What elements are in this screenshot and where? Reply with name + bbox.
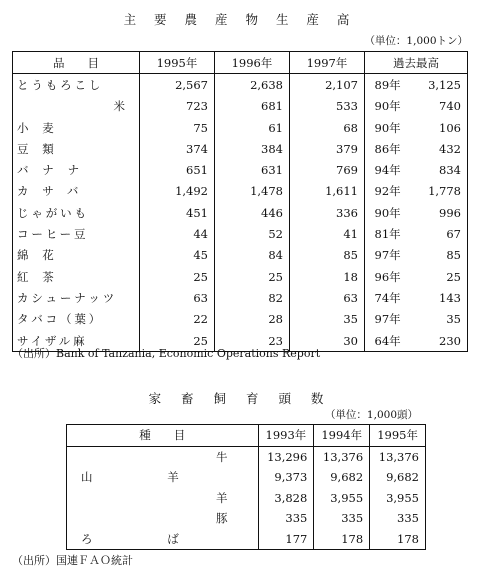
- kind-name-text: 豚: [216, 511, 228, 526]
- value-1993-text: 335: [285, 511, 308, 526]
- header-1995b: 1995年: [370, 425, 426, 447]
- kind-name: [67, 467, 259, 488]
- value-1996: [215, 287, 290, 308]
- value-1995: [140, 138, 215, 159]
- item-name-text: 豆類: [17, 141, 68, 156]
- value-1995: [140, 117, 215, 138]
- item-name-text: 小麦: [17, 120, 68, 135]
- value-1996-text: 1,478: [250, 184, 283, 199]
- value-1995: [140, 74, 215, 96]
- value-1995-text: 723: [186, 99, 208, 114]
- value-1994-text: 178: [341, 531, 364, 546]
- value-1996: [215, 202, 290, 223]
- kind-name: [67, 488, 259, 509]
- item-name: [13, 287, 140, 308]
- peak-year: [365, 266, 411, 287]
- item-name-text: バナナ: [17, 163, 93, 178]
- peak-value-text: 834: [439, 163, 461, 178]
- value-1993: [258, 529, 314, 550]
- value-1996: [215, 223, 290, 244]
- value-1995: [140, 309, 215, 330]
- value-1993-text: 177: [285, 531, 308, 546]
- peak-value-text: 740: [439, 99, 461, 114]
- peak-value: [410, 309, 467, 330]
- value-1997-text: 18: [343, 269, 358, 284]
- value-1996: [215, 309, 290, 330]
- item-name: [13, 309, 140, 330]
- value-1995-text: 9,682: [386, 470, 419, 485]
- peak-year-text: 90年: [374, 205, 401, 220]
- peak-value-text: 996: [439, 205, 461, 220]
- peak-value: [410, 245, 467, 266]
- value-1997: [290, 309, 365, 330]
- value-1994-text: 335: [341, 511, 364, 526]
- value-1997-text: 68: [343, 120, 358, 135]
- value-1997: [290, 96, 365, 117]
- value-1997-text: 63: [343, 290, 358, 305]
- kind-name: [67, 529, 259, 550]
- value-1996-text: 28: [268, 312, 283, 327]
- value-1996: [215, 117, 290, 138]
- value-1997-text: 336: [336, 205, 358, 220]
- value-1995-text: 651: [186, 163, 208, 178]
- peak-value: [410, 159, 467, 180]
- item-name-text: カシューナッツ: [17, 290, 118, 305]
- peak-year-text: 97年: [374, 248, 401, 263]
- table-row: [13, 74, 468, 96]
- value-1995-text: 335: [397, 511, 419, 526]
- peak-year-text: 97年: [374, 312, 401, 327]
- value-1993-text: 3,828: [274, 490, 308, 505]
- peak-year: [365, 181, 411, 202]
- table-row: [13, 245, 468, 266]
- value-1996-text: 631: [261, 163, 283, 178]
- value-1997-text: 379: [336, 141, 358, 156]
- value-1995: [140, 245, 215, 266]
- table-row: [13, 159, 468, 180]
- value-1994-text: 3,955: [330, 490, 364, 505]
- header-1997: 1997年: [290, 52, 365, 74]
- table-row: [67, 529, 426, 550]
- value-1997-text: 1,611: [325, 184, 358, 199]
- peak-value-text: 3,125: [428, 77, 461, 92]
- table-row: [13, 96, 468, 117]
- crop-production-table: [12, 51, 468, 352]
- table-row: [13, 202, 468, 223]
- header-item: 品 目: [13, 52, 140, 74]
- peak-year: [365, 96, 411, 117]
- table-row: [13, 138, 468, 159]
- item-name: [13, 117, 140, 138]
- value-1997-text: 769: [336, 163, 358, 178]
- value-1995-text: 45: [193, 248, 208, 263]
- value-1997: [290, 159, 365, 180]
- value-1995-text: 1,492: [175, 184, 208, 199]
- value-1996-text: 23: [268, 333, 283, 348]
- header-1996: 1996年: [215, 52, 290, 74]
- value-1994: [314, 467, 370, 488]
- value-1997: [290, 287, 365, 308]
- peak-year: [365, 330, 411, 352]
- peak-value: [410, 202, 467, 223]
- item-name-text: カサバ: [17, 184, 93, 199]
- value-1995-text: 451: [186, 205, 208, 220]
- value-1996-text: 25: [268, 269, 283, 284]
- peak-year-text: 90年: [374, 120, 401, 135]
- peak-year-text: 90年: [374, 99, 401, 114]
- header-1995: 1995年: [140, 52, 215, 74]
- peak-value-text: 143: [439, 290, 461, 305]
- value-1995: [370, 446, 426, 467]
- livestock-table: [66, 424, 426, 550]
- value-1993: [258, 488, 314, 509]
- peak-year-text: 92年: [374, 184, 401, 199]
- value-1996-text: 384: [261, 141, 283, 156]
- value-1997-text: 533: [336, 99, 358, 114]
- peak-value-text: 106: [439, 120, 461, 135]
- peak-value-text: 25: [446, 269, 461, 284]
- peak-value-text: 35: [446, 312, 461, 327]
- value-1995: [140, 159, 215, 180]
- peak-year: [365, 309, 411, 330]
- value-1994: [314, 488, 370, 509]
- value-1996-text: 82: [268, 290, 283, 305]
- peak-value: [410, 330, 467, 352]
- value-1996-text: 84: [268, 248, 283, 263]
- peak-value-text: 1,778: [428, 184, 461, 199]
- kind-name-text: 羊: [216, 490, 228, 505]
- peak-value-text: 432: [439, 141, 461, 156]
- header-peak: 過去最高: [365, 52, 468, 74]
- value-1997: [290, 138, 365, 159]
- kind-name: [67, 508, 259, 529]
- table1-title: 主 要 農 産 物 生 産 高: [123, 12, 357, 27]
- kind-name: [67, 446, 259, 467]
- table2-title: 家 畜 飼 育 頭 数: [148, 391, 332, 406]
- value-1995: [140, 96, 215, 117]
- value-1996-text: 61: [268, 120, 283, 135]
- value-1995-text: 44: [193, 227, 208, 242]
- table-row: [13, 266, 468, 287]
- value-1996: [215, 74, 290, 96]
- value-1995-text: 25: [193, 333, 208, 348]
- value-1997: [290, 181, 365, 202]
- peak-year: [365, 202, 411, 223]
- value-1995: [140, 202, 215, 223]
- value-1995-text: 63: [193, 290, 208, 305]
- table-row: [67, 467, 426, 488]
- peak-year-text: 94年: [374, 163, 401, 178]
- peak-year: [365, 74, 411, 96]
- value-1993-text: 13,296: [267, 449, 308, 464]
- peak-year: [365, 245, 411, 266]
- table-row: [13, 287, 468, 308]
- table1-header-row: [13, 52, 468, 74]
- peak-year-text: 64年: [374, 333, 401, 348]
- peak-value: [410, 266, 467, 287]
- item-name: [13, 181, 140, 202]
- value-1996-text: 446: [261, 205, 283, 220]
- table-row: [13, 309, 468, 330]
- table1-unit: （単位：1,000トン）: [364, 35, 468, 47]
- table-row: [13, 181, 468, 202]
- table-row: [67, 508, 426, 529]
- value-1995: [370, 488, 426, 509]
- value-1997: [290, 74, 365, 96]
- value-1995-text: 178: [397, 531, 419, 546]
- peak-value: [410, 117, 467, 138]
- value-1997: [290, 223, 365, 244]
- value-1996-text: 681: [261, 99, 283, 114]
- peak-year: [365, 223, 411, 244]
- value-1995-text: 22: [193, 312, 208, 327]
- item-name-text: 紅茶: [17, 269, 68, 284]
- table-row: [67, 488, 426, 509]
- value-1996: [215, 159, 290, 180]
- value-1997-text: 35: [343, 312, 358, 327]
- value-1995: [140, 223, 215, 244]
- value-1994-text: 9,682: [330, 470, 364, 485]
- value-1995-text: 13,376: [378, 449, 419, 464]
- item-name-text: タバコ（葉）: [17, 312, 104, 327]
- table2-source: （出所）国連ＦＡＯ統計: [12, 554, 133, 567]
- item-name-text: コーヒー豆: [17, 227, 89, 242]
- value-1996-text: 2,638: [250, 77, 283, 92]
- item-name: [13, 202, 140, 223]
- peak-value: [410, 287, 467, 308]
- peak-value: [410, 181, 467, 202]
- value-1997-text: 41: [343, 227, 358, 242]
- value-1997-text: 2,107: [325, 77, 358, 92]
- item-name-text: 綿花: [17, 248, 68, 263]
- value-1993-text: 9,373: [274, 470, 308, 485]
- value-1995-text: 3,955: [386, 490, 419, 505]
- value-1995-text: 75: [193, 120, 208, 135]
- peak-year-text: 81年: [374, 227, 401, 242]
- value-1997: [290, 266, 365, 287]
- value-1994-text: 13,376: [322, 449, 364, 464]
- peak-value: [410, 138, 467, 159]
- value-1995: [140, 287, 215, 308]
- item-name: [13, 74, 140, 96]
- value-1995: [140, 181, 215, 202]
- header-1993: 1993年: [258, 425, 314, 447]
- item-name: [13, 223, 140, 244]
- item-name-text: じゃがいも: [17, 205, 89, 220]
- value-1997: [290, 117, 365, 138]
- value-1993: [258, 508, 314, 529]
- peak-year-text: 96年: [374, 269, 401, 284]
- value-1997-text: 85: [343, 248, 358, 263]
- peak-value-text: 85: [446, 248, 461, 263]
- value-1994: [314, 446, 370, 467]
- value-1997: [290, 202, 365, 223]
- value-1993: [258, 467, 314, 488]
- value-1995-text: 2,567: [175, 77, 208, 92]
- table-row: [67, 446, 426, 467]
- header-1994: 1994年: [314, 425, 370, 447]
- value-1996: [215, 181, 290, 202]
- peak-year: [365, 117, 411, 138]
- table2-unit: （単位：1,000頭）: [324, 409, 418, 421]
- value-1996: [215, 245, 290, 266]
- value-1996: [215, 138, 290, 159]
- peak-value: [410, 96, 467, 117]
- value-1995-text: 25: [193, 269, 208, 284]
- value-1997: [290, 245, 365, 266]
- item-name-text: サイザル麻: [17, 333, 88, 348]
- item-name: [13, 159, 140, 180]
- item-name: [13, 96, 140, 117]
- value-1997-text: 30: [343, 333, 358, 348]
- value-1995: [370, 467, 426, 488]
- peak-year: [365, 159, 411, 180]
- value-1995: [370, 529, 426, 550]
- table-row: [13, 117, 468, 138]
- kind-name-text: 牛: [216, 449, 228, 464]
- header-kind: 種 目: [67, 425, 259, 447]
- peak-year-text: 86年: [374, 141, 401, 156]
- item-name-text: 米: [113, 99, 125, 114]
- value-1994: [314, 529, 370, 550]
- value-1995: [370, 508, 426, 529]
- kind-name-text: ろば: [81, 531, 254, 546]
- peak-year: [365, 138, 411, 159]
- peak-year-text: 74年: [374, 290, 401, 305]
- peak-value-text: 67: [446, 227, 461, 242]
- value-1996-text: 52: [268, 227, 283, 242]
- peak-year: [365, 287, 411, 308]
- value-1995-text: 374: [186, 141, 208, 156]
- peak-value-text: 230: [439, 333, 461, 348]
- value-1996: [215, 96, 290, 117]
- value-1993: [258, 446, 314, 467]
- peak-value: [410, 74, 467, 96]
- item-name-text: とうもろこし: [17, 77, 104, 92]
- item-name: [13, 245, 140, 266]
- peak-value: [410, 223, 467, 244]
- kind-name-text: 山羊: [81, 470, 254, 485]
- table2-header-row: [67, 425, 426, 447]
- value-1994: [314, 508, 370, 529]
- item-name: [13, 266, 140, 287]
- value-1996: [215, 266, 290, 287]
- table1-source: （出所）Bank of Tanzania, Economic Operations Report: [12, 347, 321, 360]
- table-row: [13, 223, 468, 244]
- peak-year-text: 89年: [374, 77, 401, 92]
- value-1995: [140, 266, 215, 287]
- item-name: [13, 138, 140, 159]
